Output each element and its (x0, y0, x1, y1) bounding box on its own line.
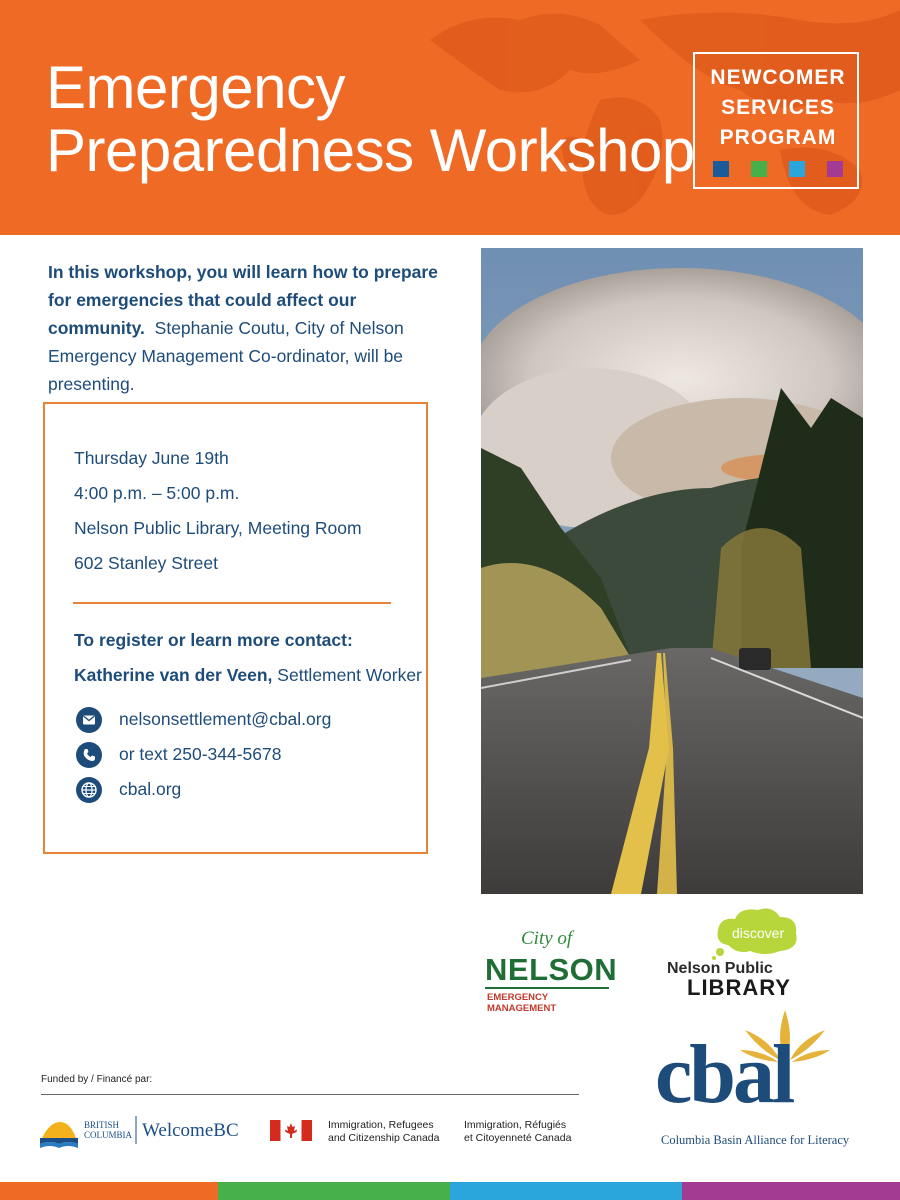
event-address: 602 Stanley Street (74, 553, 218, 573)
program-line-2: SERVICES (721, 96, 835, 119)
bar-segment-purple (682, 1182, 900, 1200)
email-text[interactable]: nelsonsettlement@cbal.org (119, 709, 332, 729)
nelson-sub: EMERGENCY MANAGEMENT (487, 992, 557, 1014)
city-of-nelson-logo (483, 928, 618, 1014)
bc-wordmark (84, 1120, 132, 1140)
ircc-en-line-1: Immigration, Refugees (328, 1119, 434, 1131)
event-venue: Nelson Public Library, Meeting Room (74, 518, 362, 538)
ircc-french (464, 1119, 571, 1145)
title-line-2: Preparedness Workshop (46, 117, 695, 184)
program-line-3: PROGRAM (719, 126, 837, 149)
event-date: Thursday June 19th (74, 448, 229, 468)
program-badge (693, 52, 859, 189)
nelson-name: NELSON (485, 952, 618, 987)
cbal-full-name: Columbia Basin Alliance for Literacy (661, 1133, 850, 1147)
program-square-green (751, 161, 767, 177)
ircc-fr-line-1: Immigration, Réfugiés (464, 1119, 567, 1131)
library-line-2: LIBRARY (687, 975, 791, 1000)
bar-segment-green (218, 1182, 450, 1200)
bc-line-1: BRITISH (84, 1120, 120, 1130)
event-info-box (43, 402, 428, 854)
intro-regular: Stephanie Coutu, City of Nelson Emergency Management Co-ordinator, will be presenting. (48, 318, 404, 394)
nelson-rule (485, 987, 609, 989)
program-square-purple (827, 161, 843, 177)
welcomebc-wordmark: WelcomeBC (142, 1120, 239, 1141)
event-time: 4:00 p.m. – 5:00 p.m. (74, 483, 240, 503)
ircc-fr-line-2: et Citoyenneté Canada (464, 1132, 572, 1144)
header-banner (0, 0, 900, 235)
website-text[interactable]: cbal.org (119, 779, 182, 799)
contact-name: Katherine van der Veen, (74, 665, 273, 685)
funded-by-label: Funded by / Financé par: (41, 1074, 153, 1085)
phone-text[interactable]: or text 250-344-5678 (119, 744, 282, 764)
cbal-name: cbal (655, 1028, 793, 1121)
ircc-en-line-2: and Citizenship Canada (328, 1132, 440, 1144)
library-discover: discover (732, 925, 785, 941)
contact-person (74, 665, 422, 686)
canada-flag-icon (270, 1120, 312, 1141)
funded-divider (41, 1094, 579, 1095)
contact-heading: To register or learn more contact: (74, 630, 353, 650)
program-square-blue (713, 161, 729, 177)
program-line-1: NEWCOMER (710, 66, 846, 89)
page-title (46, 56, 695, 182)
nelson-city-of: City of (521, 928, 573, 949)
contact-role: Settlement Worker (277, 665, 422, 685)
phone-icon (76, 742, 102, 768)
bar-segment-cyan (450, 1182, 682, 1200)
title-line-1: Emergency (46, 54, 345, 121)
email-icon (76, 707, 102, 733)
bc-line-2: COLUMBIA (84, 1130, 133, 1140)
cbal-logo (655, 1005, 865, 1155)
bottom-color-bar (0, 1182, 900, 1200)
ircc-english (328, 1119, 440, 1145)
nelson-public-library-logo (665, 905, 810, 1000)
wildfire-road-photo (481, 248, 863, 894)
library-line-1: Nelson Public (667, 960, 773, 977)
program-square-cyan (789, 161, 805, 177)
bar-segment-orange (0, 1182, 218, 1200)
globe-icon (76, 777, 102, 803)
intro-paragraph (48, 258, 448, 398)
divider (73, 602, 391, 604)
intro-bold: In this workshop, you will learn how to prepare for emergencies that could affect our community. (48, 262, 438, 338)
